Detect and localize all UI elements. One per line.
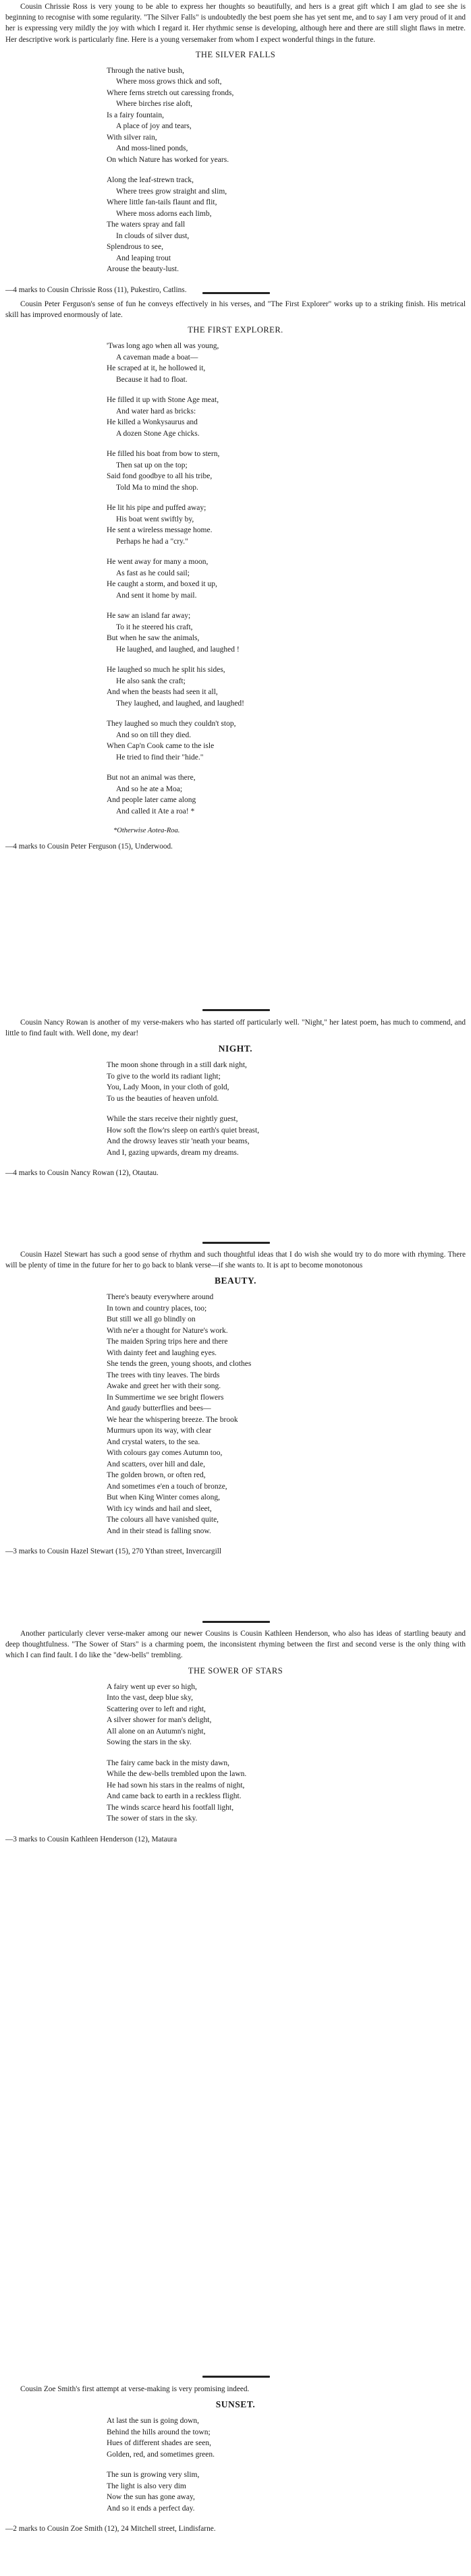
poem-line: And when the beasts had seen it all, [107,688,218,697]
poem-line: A place of joy and tears, [116,122,192,131]
poem-line: Then sat up on the top; [116,461,188,469]
poem-line: And sometimes e'en a touch of bronze, [107,1482,227,1491]
poem-body [0,1060,471,1158]
poem-line: But when King Winter comes along, [107,1493,220,1502]
section-sower-of-stars [0,1628,471,1845]
poem-line: Into the vast, deep blue sky, [107,1694,193,1702]
separator-rule [202,2376,270,2378]
poem-line: He had sown his stars in the realms of night, [107,1781,245,1790]
poem-line: Said fond goodbye to all his tribe, [107,472,213,481]
poem-line: Splendrous to see, [107,243,164,252]
poem-line: He killed a Wonkysaurus and [107,418,198,427]
poem-line: She tends the green, young shoots, and clothes [107,1360,252,1369]
poem-line: And leaping trout [116,254,171,262]
poem-line: The maiden Spring trips here and there [107,1338,228,1346]
poem-body [0,341,471,817]
poem-line: With icy winds and hail and sleet, [107,1504,212,1513]
poem-line: And gaudy butterflies and bees— [107,1404,211,1413]
poem-line: And crystal waters, to the sea. [107,1437,200,1446]
stanza [0,1292,471,1537]
poem-line: Where trees grow straight and slim, [116,187,227,196]
poem-line: And scatters, over hill and dale, [107,1460,205,1468]
stanza [0,1758,471,1825]
poem-line: He scraped at it, he hollowed it, [107,364,206,373]
poem-line: And so on till they died. [116,731,192,739]
poem-line: The golden brown, or often red, [107,1471,206,1480]
poem-line: He filled his boat from bow to stern, [107,450,220,459]
poem-line: Scattering over to left and right, [107,1705,206,1713]
poem-line: And the drowsy leaves stir 'neath your beams, [107,1137,250,1146]
poem-line: Where little fan-tails flaunt and flit, [107,198,217,207]
poem-line: He went away for many a moon, [107,558,209,567]
poem-line: The fairy came back in the misty dawn, [107,1758,230,1767]
stanza [0,2415,471,2460]
stanza [0,664,471,709]
poem-line: But when he saw the animals, [107,634,200,643]
poem-line: He lit his pipe and puffed away; [107,504,206,513]
poem-body [0,2415,471,2514]
section-first-explorer [0,299,471,852]
section-beauty [0,1249,471,1557]
stanza [0,1060,471,1104]
poem-title: SUNSET. [215,2399,256,2410]
poem-line: The trees with tiny leaves. The birds [107,1371,220,1379]
poem-line: And so it ends a perfect day. [107,2504,195,2513]
poem-line: Is a fairy fountain, [107,111,164,119]
poem-line: And called it Ate a roa! * [116,807,195,815]
poem-body [0,1682,471,1825]
poem-line: Awake and greet her with their song. [107,1382,221,1391]
poem-line: While the stars receive their nightly guest, [107,1115,238,1124]
poem-line: How soft the flow'rs sleep on earth's quiet breast, [107,1126,260,1135]
credit-line: —4 marks to Cousin Nancy Rowan (12), Otautau. [5,1169,159,1178]
poem-line: He laughed so much he split his sides, [107,666,225,675]
stanza [0,718,471,763]
stanza [0,395,471,439]
poem-line: The winds scarce heard his footfall light, [107,1803,234,1812]
poem-line: He filled it up with Stone Age meat, [107,396,219,405]
stanza [0,556,471,601]
poem-line: The sower of stars in the sky. [107,1814,198,1823]
poem-line: A fairy went up ever so high, [107,1682,197,1691]
poem-line: He sent a wireless message home. [107,526,213,535]
poem-line: He tried to find their "hide." [116,753,204,762]
poem-line: As fast as he could sail; [116,569,190,577]
poem-line: In town and country places, too; [107,1304,207,1313]
poem-line: The colours all have vanished quite, [107,1516,219,1524]
poem-line: And in their stead is falling snow. [107,1526,211,1535]
poem-line: The sun is growing very slim, [107,2471,200,2480]
poem-line: Sowing the stars in the sky. [107,1738,192,1747]
poem-line: He also sank the craft; [116,677,186,685]
poem-line: With ne'er a thought for Nature's work. [107,1326,228,1335]
stanza [0,772,471,817]
poem-title: BEAUTY. [215,1276,256,1286]
credit-line: —3 marks to Cousin Hazel Stewart (15), 270 Ythan street, Invercargill [5,1547,221,1556]
poem-line: A silver shower for man's delight, [107,1716,212,1725]
poem-line: Hues of different shades are seen, [107,2439,211,2448]
poem-line: And sent it home by mail. [116,591,197,600]
poem-line: His boat went swiftly by, [116,515,194,523]
intro-paragraph: Cousin Chrissie Ross is very young to be able to express her thoughts so beautifully, and hers is a great gift which I am glad to see she is beginning to recognise with some regularity. "The Silver Falls" is undoubtedly the best poem she has yet sent me, and to say I am very proud of it and her is expressing very mildly the joy with which I regard it. Her rhythmic sense is developing, although here and there are still slight flaws in metre. Her descriptive work is particularly fine. Here is a young versemaker from whom I expect wonderful things in the future. [5,3,466,44]
poem-line: With dainty feet and laughing eyes. [107,1348,217,1357]
credit-line: —3 marks to Cousin Kathleen Henderson (12), Mataura [5,1835,177,1843]
credit-line: —2 marks to Cousin Zoe Smith (12), 24 Mitchell street, Lindisfarne. [5,2525,216,2534]
separator-rule [202,1009,270,1011]
poem-line: Now the sun has gone away, [107,2493,195,2502]
poem-line: A caveman made a boat— [116,353,198,362]
footnote: *Otherwise Aotea-Roa. [113,827,180,835]
poem-line: He caught a storm, and boxed it up, [107,580,217,589]
poem-line: Because it had to float. [116,375,188,384]
poem-title: THE SILVER FALLS [195,49,276,59]
poem-line: And moss-lined ponds, [116,144,188,153]
poem-line: Where moss grows thick and soft, [116,78,222,86]
poem-title: THE FIRST EXPLORER. [188,325,283,335]
poem-line: And came back to earth in a reckless flight. [107,1792,242,1801]
poem-line: On which Nature has worked for years. [107,155,229,164]
poem-title: NIGHT. [218,1043,253,1054]
stanza [0,65,471,166]
poem-line: Murmurs upon its way, with clear [107,1427,212,1435]
poem-line: In clouds of silver dust, [116,231,190,240]
poem-line: To give to the world its radiant light; [107,1072,221,1081]
poem-line: Where ferns stretch out caressing fronds, [107,88,234,97]
poem-line: The waters spray and fall [107,221,186,229]
intro-paragraph: Cousin Zoe Smith's first attempt at verse-making is very promising indeed. [20,2385,250,2393]
poem-line: They laughed, and laughed, and laughed! [116,699,245,708]
poem-line: We hear the whispering breeze. The brook [107,1415,238,1424]
section-silver-falls [0,1,471,295]
poem-line: While the dew-bells trembled upon the lawn. [107,1770,247,1779]
poem-line: Through the native bush, [107,66,184,75]
stanza [0,2469,471,2514]
poem-line: 'Twas long ago when all was young, [107,342,219,351]
poem-line: Told Ma to mind the shop. [116,483,198,492]
poem-line: Behind the hills around the town; [107,2428,211,2436]
poem-line: Arouse the beauty-lust. [107,265,179,274]
poem-line: They laughed so much they couldn't stop, [107,720,236,728]
poem-line: Along the leaf-strewn track, [107,176,194,185]
stanza [0,610,471,655]
poem-body [0,65,471,275]
intro-paragraph: Cousin Nancy Rowan is another of my verse-makers who has started off particularly well. "Night," her latest poem, has much to commend, and little to find fault with. Well done, my dear! [5,1019,466,1038]
stanza [0,1114,471,1158]
intro-paragraph: Cousin Peter Ferguson's sense of fun he conveys effectively in his verses, and "The First Explorer" works up to a striking finish. His metrical skill has improved enormously of late. [5,300,466,320]
credit-line: —4 marks to Cousin Peter Ferguson (15), Underwood. [5,842,173,851]
poem-line: Where birches rise aloft, [116,100,193,109]
separator-rule [202,292,270,294]
separator-rule [202,1621,270,1623]
credit-line: —4 marks to Cousin Chrissie Ross (11), Pukestiro, Catlins. [5,285,187,294]
poem-line: At last the sun is going down, [107,2417,200,2426]
poem-line: There's beauty everywhere around [107,1293,214,1302]
poem-line: The moon shone through in a still dark night, [107,1061,247,1070]
poem-line: Perhaps he had a "cry." [116,537,188,546]
poem-line: He saw an island far away; [107,612,191,621]
poem-line: Where moss adorns each limb, [116,209,212,218]
poem-line: Golden, red, and sometimes green. [107,2450,215,2459]
section-night [0,1017,471,1178]
stanza [0,341,471,385]
poem-line: But still we all go blindly on [107,1315,196,1324]
poem-line: With silver rain, [107,133,157,142]
intro-paragraph: Another particularly clever verse-maker among our newer Cousins is Cousin Kathleen Henderson, who also has ideas of startling beauty and deep thoughtfulness. "The Sower of Stars" is a charming poem, the inconsistent rhyming between the first and second verse is the only thing with which I can find fault. I do like the "dew-bells" trembling. [5,1630,466,1660]
separator-rule [202,1242,270,1244]
poem-line: He laughed, and laughed, and laughed ! [116,645,240,654]
poem-line: When Cap'n Cook came to the isle [107,742,215,751]
poem-line: And water hard as bricks: [116,407,196,416]
poem-line: To us the beauties of heaven unfold. [107,1094,219,1103]
poem-line: And I, gazing upwards, dream my dreams. [107,1148,239,1157]
stanza [0,449,471,493]
poem-line: The light is also very dim [107,2482,186,2490]
poem-body [0,1292,471,1537]
poem-line: In Summertime we see bright flowers [107,1393,224,1402]
stanza [0,175,471,275]
poem-line: With colours gay comes Autumn too, [107,1449,223,1458]
intro-paragraph: Cousin Hazel Stewart has such a good sense of rhythm and such thoughtful ideas that I do wish she would try to do more with rhyming. There will be plenty of time in the future for her to go back to blank verse—if she wants to. It is apt to become monotonous [5,1251,466,1270]
poem-line: A dozen Stone Age chicks. [116,429,200,438]
stanza [0,503,471,547]
poem-title: THE SOWER OF STARS [188,1665,283,1676]
poem-line: And people later came along [107,796,196,805]
poem-line: All alone on an Autumn's night, [107,1727,206,1736]
section-sunset [0,2384,471,2534]
stanza [0,1682,471,1748]
poem-line: You, Lady Moon, in your cloth of gold, [107,1083,229,1092]
poem-line: And so he ate a Moa; [116,784,183,793]
poem-line: But not an animal was there, [107,774,196,782]
poem-line: To it he steered his craft, [116,623,193,631]
